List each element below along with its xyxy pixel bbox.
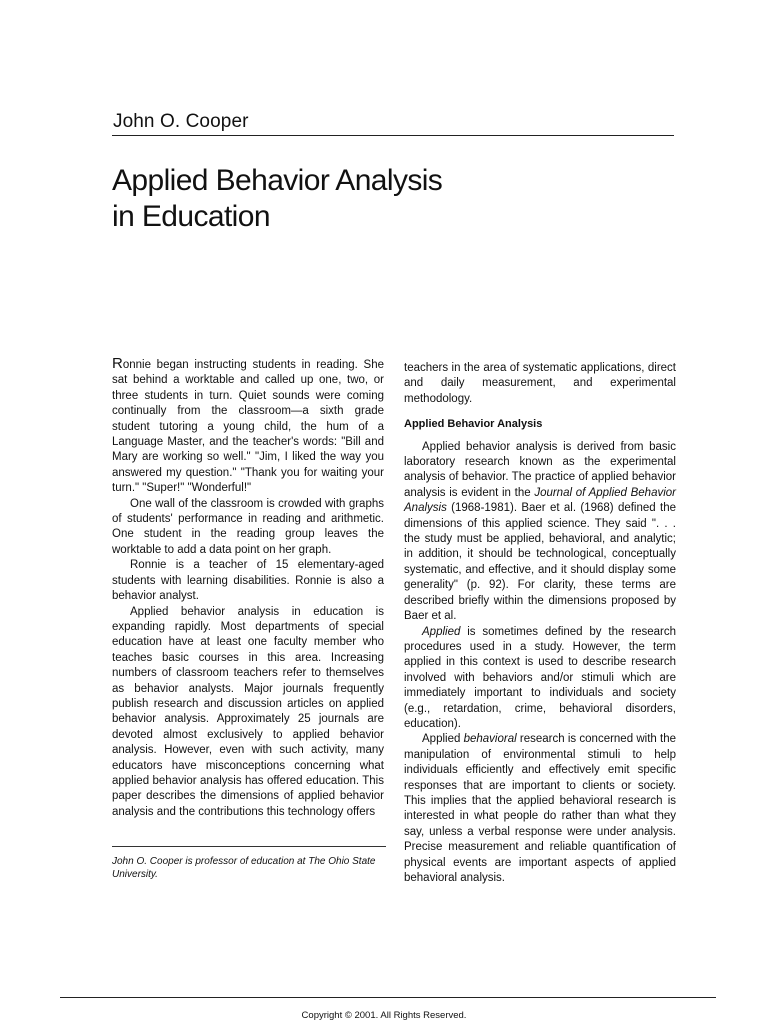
- drop-cap: R: [112, 355, 123, 372]
- left-paragraph-1: [112, 355, 384, 497]
- term-applied: Applied: [422, 625, 461, 638]
- title-line-2: in Education: [112, 200, 270, 233]
- article-title: [112, 163, 672, 235]
- left-paragraph-4: Applied behavior analysis in education is expanding rapidly. Most departments of special education have at least one faculty member who teaches basic courses in this area. Increasing numbers of classroom teachers refer to themselves as behavior analysts. Major journals frequently publish research and discussion articles on applied behavior analysis. Approximately 25 journals are devoted almost exclusively to applied behavior analysis. However, even with such activity, many educators have misconceptions concerning what applied behavior analysis has offered education. This paper describes the dimensions of applied behavior analysis and the contributions this technology offers: [112, 605, 384, 818]
- right-paragraph-3-text: is sometimes defined by the research procedures used in a study. However, the term applied in this context is used to describe research involved with behaviors and/or stimuli which are immediately important to individuals and society (e.g., retardation, crime, behavioral disorders, education).: [404, 625, 676, 730]
- author-name: John O. Cooper: [113, 111, 249, 132]
- right-paragraph-4-text: research is concerned with the manipulation of environmental stimuli to help individuals efficiently and effectively emit specific responses that are important to clients or society. This implies that the applied behavioral research is interested in what people do rather than what they say, unless a verbal response were under analysis. Precise measurement and reliable quantification of physical events are important aspects of applied behavioral analysis.: [404, 733, 676, 884]
- right-paragraph-2: [404, 440, 676, 625]
- left-paragraph-1-text: onnie began instructing students in reading. She sat behind a worktable and called up one, two, or three students in turn. Quiet sounds were coming continually from the classroom—a sixth grade student tutoring a young child, the hum of a Language Master, and the teacher's words: "Bill and Mary are working so well." "Jim, I liked the way you answered my question." "Thank you for waiting your turn." "Super!" "Wonderful!": [112, 359, 384, 495]
- header-rule: [112, 135, 674, 136]
- right-paragraph-1: teachers in the area of systematic applications, direct and daily measurement, and experimental methodology.: [404, 362, 676, 405]
- right-paragraph-4-lead: Applied: [422, 733, 464, 746]
- journal-title: Journal of Applied Behavior Analysis: [404, 486, 677, 515]
- right-paragraph-3: [404, 625, 676, 733]
- term-behavioral: behavioral: [463, 733, 517, 746]
- right-column: [404, 361, 676, 886]
- footnote-rule: [112, 846, 386, 847]
- section-heading: Applied Behavior Analysis: [404, 418, 543, 431]
- left-paragraph-2: One wall of the classroom is crowded with graphs of students' performance in reading and arithmetic. One student in the reading group leaves the worktable to add a data point on her graph.: [112, 497, 384, 556]
- title-line-1: Applied Behavior Analysis: [112, 164, 443, 197]
- left-column: [112, 355, 384, 820]
- right-paragraph-2-text-b: (1968-1981). Baer et al. (1968) defined the dimensions of this applied science. They said ". . . the study must be applied, behavioral, and analytic; in addition, it should be technological, conceptually systematic, and effective, and it should display some generality" (p. 92). For clarity, these terms are described briefly within the dimensions proposed by Baer et al.: [404, 502, 676, 623]
- right-paragraph-2-text-a: Applied behavior analysis is derived from basic laboratory research known as the experimental analysis of behavior. The practice of applied behavior analysis is evident in the: [404, 440, 676, 499]
- footer-rule: [60, 997, 716, 998]
- right-paragraph-4: [404, 732, 676, 886]
- author-footnote: John O. Cooper is professor of education at The Ohio State University.: [112, 856, 376, 880]
- copyright-notice: Copyright © 2001. All Rights Reserved.: [301, 1010, 467, 1021]
- left-paragraph-3: Ronnie is a teacher of 15 elementary-aged students with learning disabilities. Ronnie is also a behavior analyst.: [112, 559, 384, 603]
